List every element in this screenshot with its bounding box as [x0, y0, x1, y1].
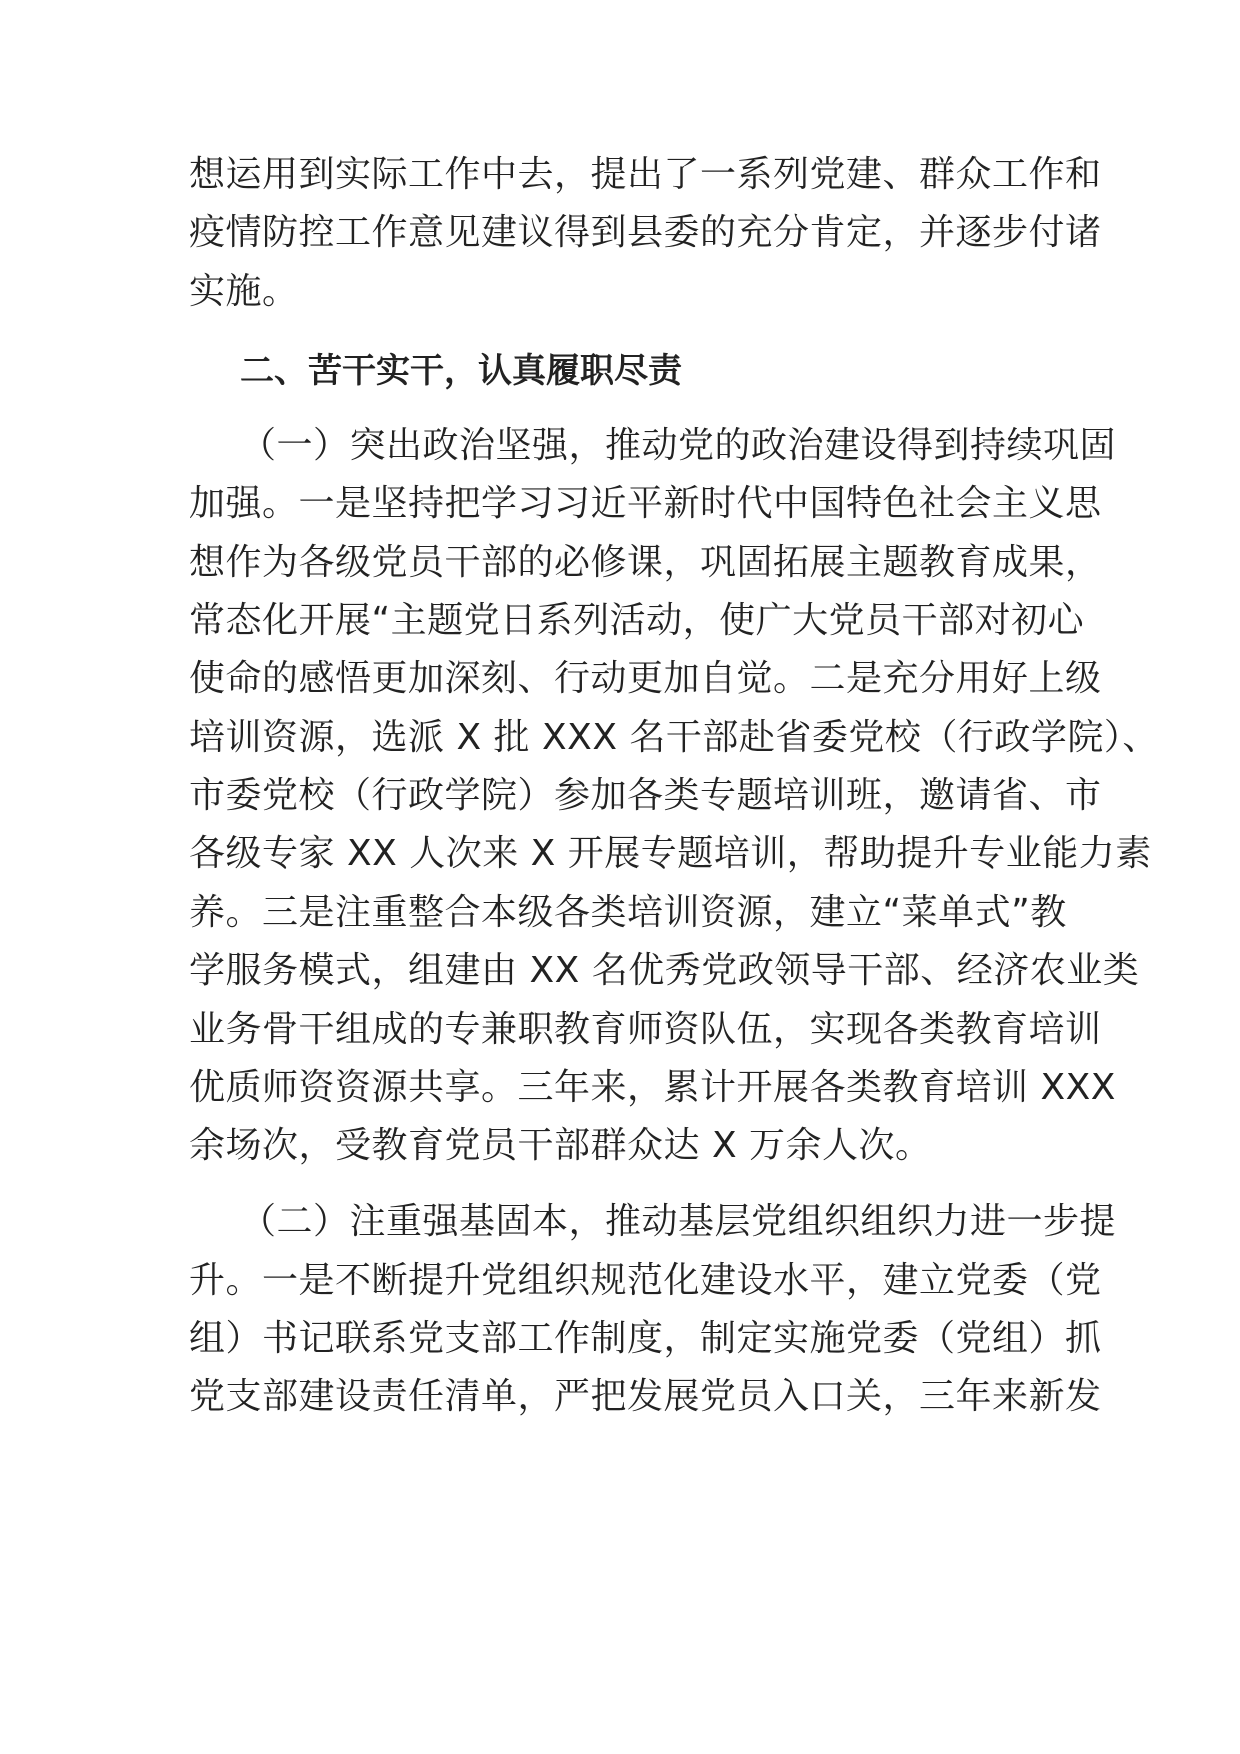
paragraph-line: 使命的感悟更加深刻、行动更加自觉。二是充分用好上级	[189, 658, 1102, 699]
paragraph-line: 各级专家 XX 人次来 X 开展专题培训，帮助提升专业能力素	[189, 833, 1152, 874]
paragraph-line: 党支部建设责任清单，严把发展党员入口关，三年来新发	[189, 1376, 1102, 1417]
paragraph-line: 业务骨干组成的专兼职教育师资队伍，实现各类教育培训	[189, 1009, 1102, 1050]
paragraph-line: 优质师资资源共享。三年来，累计开展各类教育培训 XXX	[189, 1067, 1116, 1108]
paragraph-line: 养。三是注重整合本级各类培训资源，建立“菜单式”教	[189, 892, 1067, 933]
paragraph-line: 市委党校（行政学院）参加各类专题培训班，邀请省、市	[189, 775, 1102, 816]
paragraph-line: 升。一是不断提升党组织规范化建设水平，建立党委（党	[189, 1260, 1102, 1301]
section-heading: 二、苦干实干，认真履职尽责	[240, 351, 682, 391]
paragraph-line: 想作为各级党员干部的必修课，巩固拓展主题教育成果，	[189, 542, 1102, 583]
paragraph-line: 培训资源，选派 X 批 XXX 名干部赴省委党校（行政学院）、	[189, 717, 1159, 758]
paragraph-line: 想运用到实际工作中去，提出了一系列党建、群众工作和	[189, 154, 1102, 195]
paragraph-line: （二）注重强基固本，推动基层党组织组织力进一步提	[240, 1201, 1117, 1242]
paragraph-line: 余场次，受教育党员干部群众达 X 万余人次。	[189, 1125, 932, 1166]
paragraph-line: 学服务模式，组建由 XX 名优秀党政领导干部、经济农业类	[189, 950, 1140, 991]
paragraph-line: 加强。一是坚持把学习习近平新时代中国特色社会主义思	[189, 483, 1102, 524]
paragraph-line: （一）突出政治坚强，推动党的政治建设得到持续巩固	[240, 425, 1117, 466]
paragraph-line: 常态化开展“主题党日系列活动，使广大党员干部对初心	[189, 600, 1085, 641]
paragraph-line: 实施。	[189, 271, 299, 312]
paragraph-line: 疫情防控工作意见建议得到县委的充分肯定，并逐步付诸	[189, 212, 1102, 253]
paragraph-line: 组）书记联系党支部工作制度，制定实施党委（党组）抓	[189, 1318, 1102, 1359]
